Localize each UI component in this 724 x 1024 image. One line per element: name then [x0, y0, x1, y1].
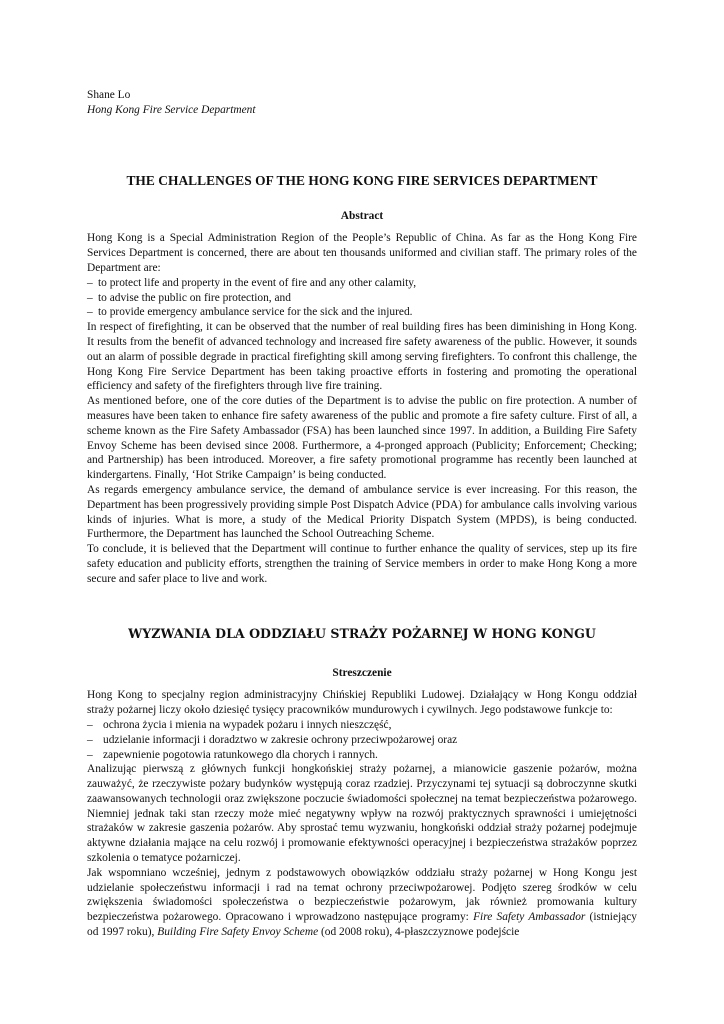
english-intro-paragraph: Hong Kong is a Special Administration Region of the People’s Republic of China. As far as the Hong Kong Fire Services Department is concerned, there are about ten thousands uniformed and civilian staff. The primary roles of the Department are:: [87, 232, 637, 274]
english-title: THE CHALLENGES OF THE HONG KONG FIRE SERVICES DEPARTMENT: [126, 172, 598, 188]
list-item: – ochrona życia i mienia na wypadek pożaru i innych nieszczęść,: [87, 718, 637, 733]
polish-firefighting-paragraph: Analizując pierwszą z głównych funkcji hongkońskiej straży pożarnej, a mianowicie gaszenie pożarów, można zauważyć, że rzeczywiste pożary budynków występują coraz rzadziej. Przyczynami tej sytuacji są dobroczynne skutki zaawansowanych technologii oraz zwiększone poczucie świadomości społecznej na temat bezpieczeństwa pożarowego. Niemniej jednak taki stan rzeczy może mieć negatywny wpływ na rozwój praktycznych sprawności i umiejętności strażaków w zakresie gaszenia pożarów. Aby sprostać temu wyzwaniu, hongkoński oddział straży pożarnej podejmuje aktywne działania mające na celu rozwój i promowanie efektywności operacyjnej i bezpieczeństwa strażaków poprzez szkolenia o tematyce pożarniczej.: [87, 763, 637, 865]
list-item: – to protect life and property in the event of fire and any other calamity,: [87, 276, 637, 291]
polish-advice-text: (od 2008 roku), 4-płaszczyznowe podejście: [318, 926, 520, 939]
polish-title: WYZWANIA DLA ODDZIAŁU STRAŻY POŻARNEJ W HONG KONGU: [128, 625, 596, 641]
english-firefighting-paragraph: In respect of firefighting, it can be observed that the number of real building fires has been diminishing in Hong Kong. It results from the benefit of advanced technology and increased fire safety awareness of the public. However, it sounds out an alarm of possible degrade in practical firefighting skill among serving firefighters. To confront this challenge, the Hong Kong Fire Service Department has been taking proactive efforts in fostering and promoting the operational efficiency and safety of the firefighters through live fire training.: [87, 321, 637, 393]
list-item: – zapewnienie pogotowia ratunkowego dla chorych i rannych.: [87, 748, 637, 763]
english-conclusion-paragraph: To conclude, it is believed that the Department will continue to further enhance the quality of services, step up its fire safety education and publicity efforts, strengthen the training of Service members in order to make Hong Kong a more secure and safer place to live and work.: [87, 543, 637, 585]
polish-intro-paragraph: Hong Kong to specjalny region administracyjny Chińskiej Republiki Ludowej. Działający w Hong Kongu oddział straży pożarnej liczy około dziesięć tysięcy pracowników mundurowych i cywilnych. Jego podstawowe funkcje to:: [87, 689, 637, 717]
program-envoy-name: Building Fire Safety Envoy Scheme: [157, 926, 319, 939]
polish-roles-list: [87, 718, 637, 762]
english-ambulance-paragraph: As regards emergency ambulance service, the demand of ambulance service is ever increasing. For this reason, the Department has been progressively providing simple Post Dispatch Advice (PDA) for ambulance calls involving various kinds of injuries. What is more, a study of the Medical Priority Dispatch System (MPDS), is being conducted. Furthermore, the Department has launched the School Outreaching Scheme.: [87, 483, 637, 541]
polish-advice-paragraph: [87, 866, 637, 940]
english-roles-list: [87, 276, 637, 320]
polish-advice-text: Jak wspomniano wcześniej, jednym z podstawowych obowiązków oddziału straży pożarnej w Hong Kongu jest udzielanie społeczeństwu informacji i rad na temat ochrony przeciwpożarowej. Podjęto szereg środków w celu zwiększenia świadomości społeczeństwa o bezpieczeństwie pożarowym, jak również promowania kultury bezpieczeństwa pożarowego. Opracowano i wprowadzono następujące programy:: [87, 866, 637, 924]
polish-abstract-heading: Streszczenie: [332, 666, 392, 679]
author-name: Shane Lo: [87, 89, 131, 101]
author-affiliation: Hong Kong Fire Service Department: [87, 103, 256, 116]
list-item: – to advise the public on fire protection, and: [87, 291, 637, 306]
list-item: – udzielanie informacji i doradztwo w zakresie ochrony przeciwpożarowej oraz: [87, 733, 637, 748]
english-advice-paragraph: As mentioned before, one of the core duties of the Department is to advise the public on fire protection. A number of measures have been taken to enhance fire safety awareness of the public and promote a fire safety culture. First of all, a scheme known as the Fire Safety Ambassador (FSA) has been launched since 1997. In addition, a Building Fire Safety Envoy Scheme has been devised since 2008. Furthermore, a 4-pronged approach (Publicity; Enforcement; Checking; and Partnership) has been introduced. Moreover, a fire safety promotional programme has recently been launched at kindergartens. Finally, ‘Hot Strike Campaign’ is being conducted.: [87, 395, 637, 482]
list-item: – to provide emergency ambulance service for the sick and the injured.: [87, 305, 637, 320]
program-fsa-name: Fire Safety Ambassador: [473, 911, 586, 924]
polish-advice-text: (istniejący od 1997 roku),: [87, 911, 638, 939]
english-abstract-heading: Abstract: [340, 209, 384, 222]
